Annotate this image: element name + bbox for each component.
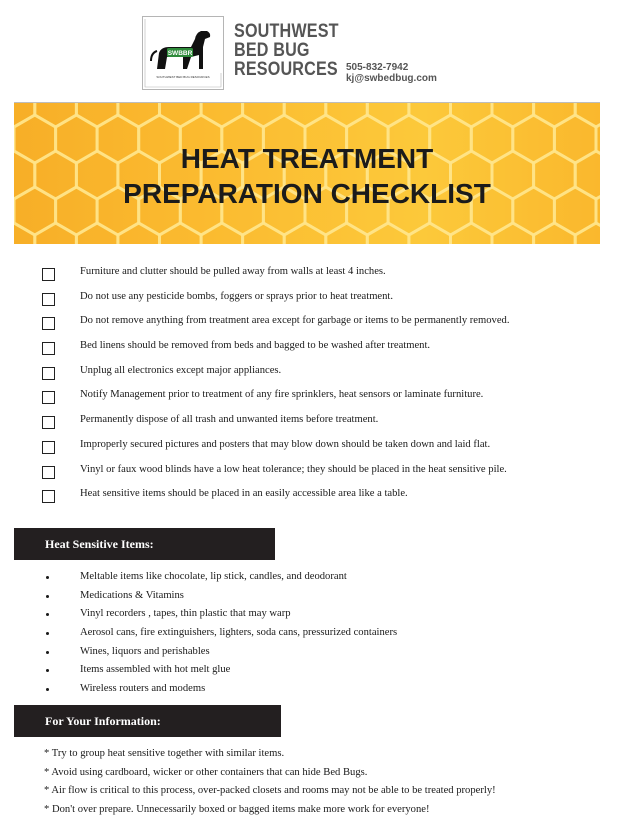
info-item: * Don't over prepare. Unnecessarily boxed or bagged items make more work for everyone! [44,803,430,815]
checklist-item [42,385,602,410]
checkbox[interactable] [42,416,55,429]
checkbox[interactable] [42,391,55,404]
list-item-text: Items assembled with hot melt glue [80,664,231,676]
checklist-item-text: Unplug all electronics except major appliances. [80,364,282,376]
company-name [234,22,339,79]
checklist-item [42,336,602,361]
bullet-icon [46,651,49,654]
list-item-text: Wireless routers and modems [80,683,206,695]
logo-badge-text: SWBBR [167,50,193,58]
checklist-item [42,361,602,386]
checkbox[interactable] [42,268,55,281]
company-logo [142,16,224,90]
info-heading-bar [14,705,281,737]
bullet-icon [46,595,49,598]
checklist-item-text: Furniture and clutter should be pulled away from walls at least 4 inches. [80,266,386,277]
checkbox[interactable] [42,317,55,330]
bullet-icon [46,632,49,635]
heat-sensitive-heading: Heat Sensitive Items: [45,537,154,551]
list-item-text: Meltable items like chocolate, lip stick, candles, and deodorant [80,571,347,582]
checklist-item-text: Heat sensitive items should be placed in an easily accessible area like a table. [80,488,408,500]
list-item-text: Aerosol cans, fire extinguishers, lighters, soda cans, pressurized containers [80,627,398,639]
checklist-item-text: Improperly secured pictures and posters that may blow down should be taken down and laid flat. [80,438,491,450]
bullet-icon [46,613,49,616]
preparation-checklist [42,262,602,509]
company-name-line-3: RESOURCES [234,59,338,80]
phone-number: 505-832-7942 [346,62,409,73]
checkbox[interactable] [42,490,55,503]
checklist-item-text: Bed linens should be removed from beds and bagged to be washed after treatment. [80,340,431,352]
checklist-item [42,460,602,485]
list-item-text: Medications & Vitamins [80,589,184,601]
checkbox[interactable] [42,293,55,306]
dog-logo-icon [143,17,223,89]
checkbox[interactable] [42,466,55,479]
checkbox[interactable] [42,342,55,355]
logo-tagline: SOUTHWEST BED BUG RESOURCES [156,75,210,79]
checkbox[interactable] [42,367,55,380]
checkbox[interactable] [42,441,55,454]
checklist-item [42,410,602,435]
company-name-line-2: BED BUG [234,40,310,61]
info-item: * Air flow is critical to this process, over-packed closets and rooms may not be able to be treated properly! [44,785,496,797]
bullet-icon [46,669,49,672]
page-title-line-2: PREPARATION CHECKLIST [123,178,491,209]
checklist-item-text: Do not remove anything from treatment area except for garbage or items to be permanently removed. [80,315,510,327]
page-title-line-1: HEAT TREATMENT [180,143,434,174]
title-banner [14,103,600,244]
heat-sensitive-heading-bar [14,528,275,560]
info-list [44,748,496,822]
info-heading: For Your Information: [45,714,161,728]
contact-info [346,62,437,84]
company-name-line-1: SOUTHWEST [234,21,339,42]
checklist-item-text: Notify Management prior to treatment of any fire sprinklers, heat sensors or laminate furniture. [80,389,484,401]
email-address: kj@swbedbug.com [346,73,437,84]
checklist-item-text: Vinyl or faux wood blinds have a low heat tolerance; they should be placed in the heat sensitive pile. [80,463,507,475]
checklist-item [42,484,602,509]
checklist-item [42,435,602,460]
checklist-item [42,287,602,312]
checklist-item-text: Permanently dispose of all trash and unwanted items before treatment. [80,414,379,426]
checklist-item [42,262,602,287]
info-item: * Avoid using cardboard, wicker or other containers that can hide Bed Bugs. [44,766,368,778]
bullet-icon [46,688,49,691]
info-item: * Try to group heat sensitive together with similar items. [44,748,285,759]
checklist-item-text: Do not use any pesticide bombs, foggers or sprays prior to heat treatment. [80,290,394,302]
page-title [14,141,600,211]
bullet-icon [46,576,49,579]
list-item-text: Vinyl recorders , tapes, thin plastic that may warp [80,608,291,620]
list-item-text: Wines, liquors and perishables [80,645,210,657]
checklist-item [42,311,602,336]
